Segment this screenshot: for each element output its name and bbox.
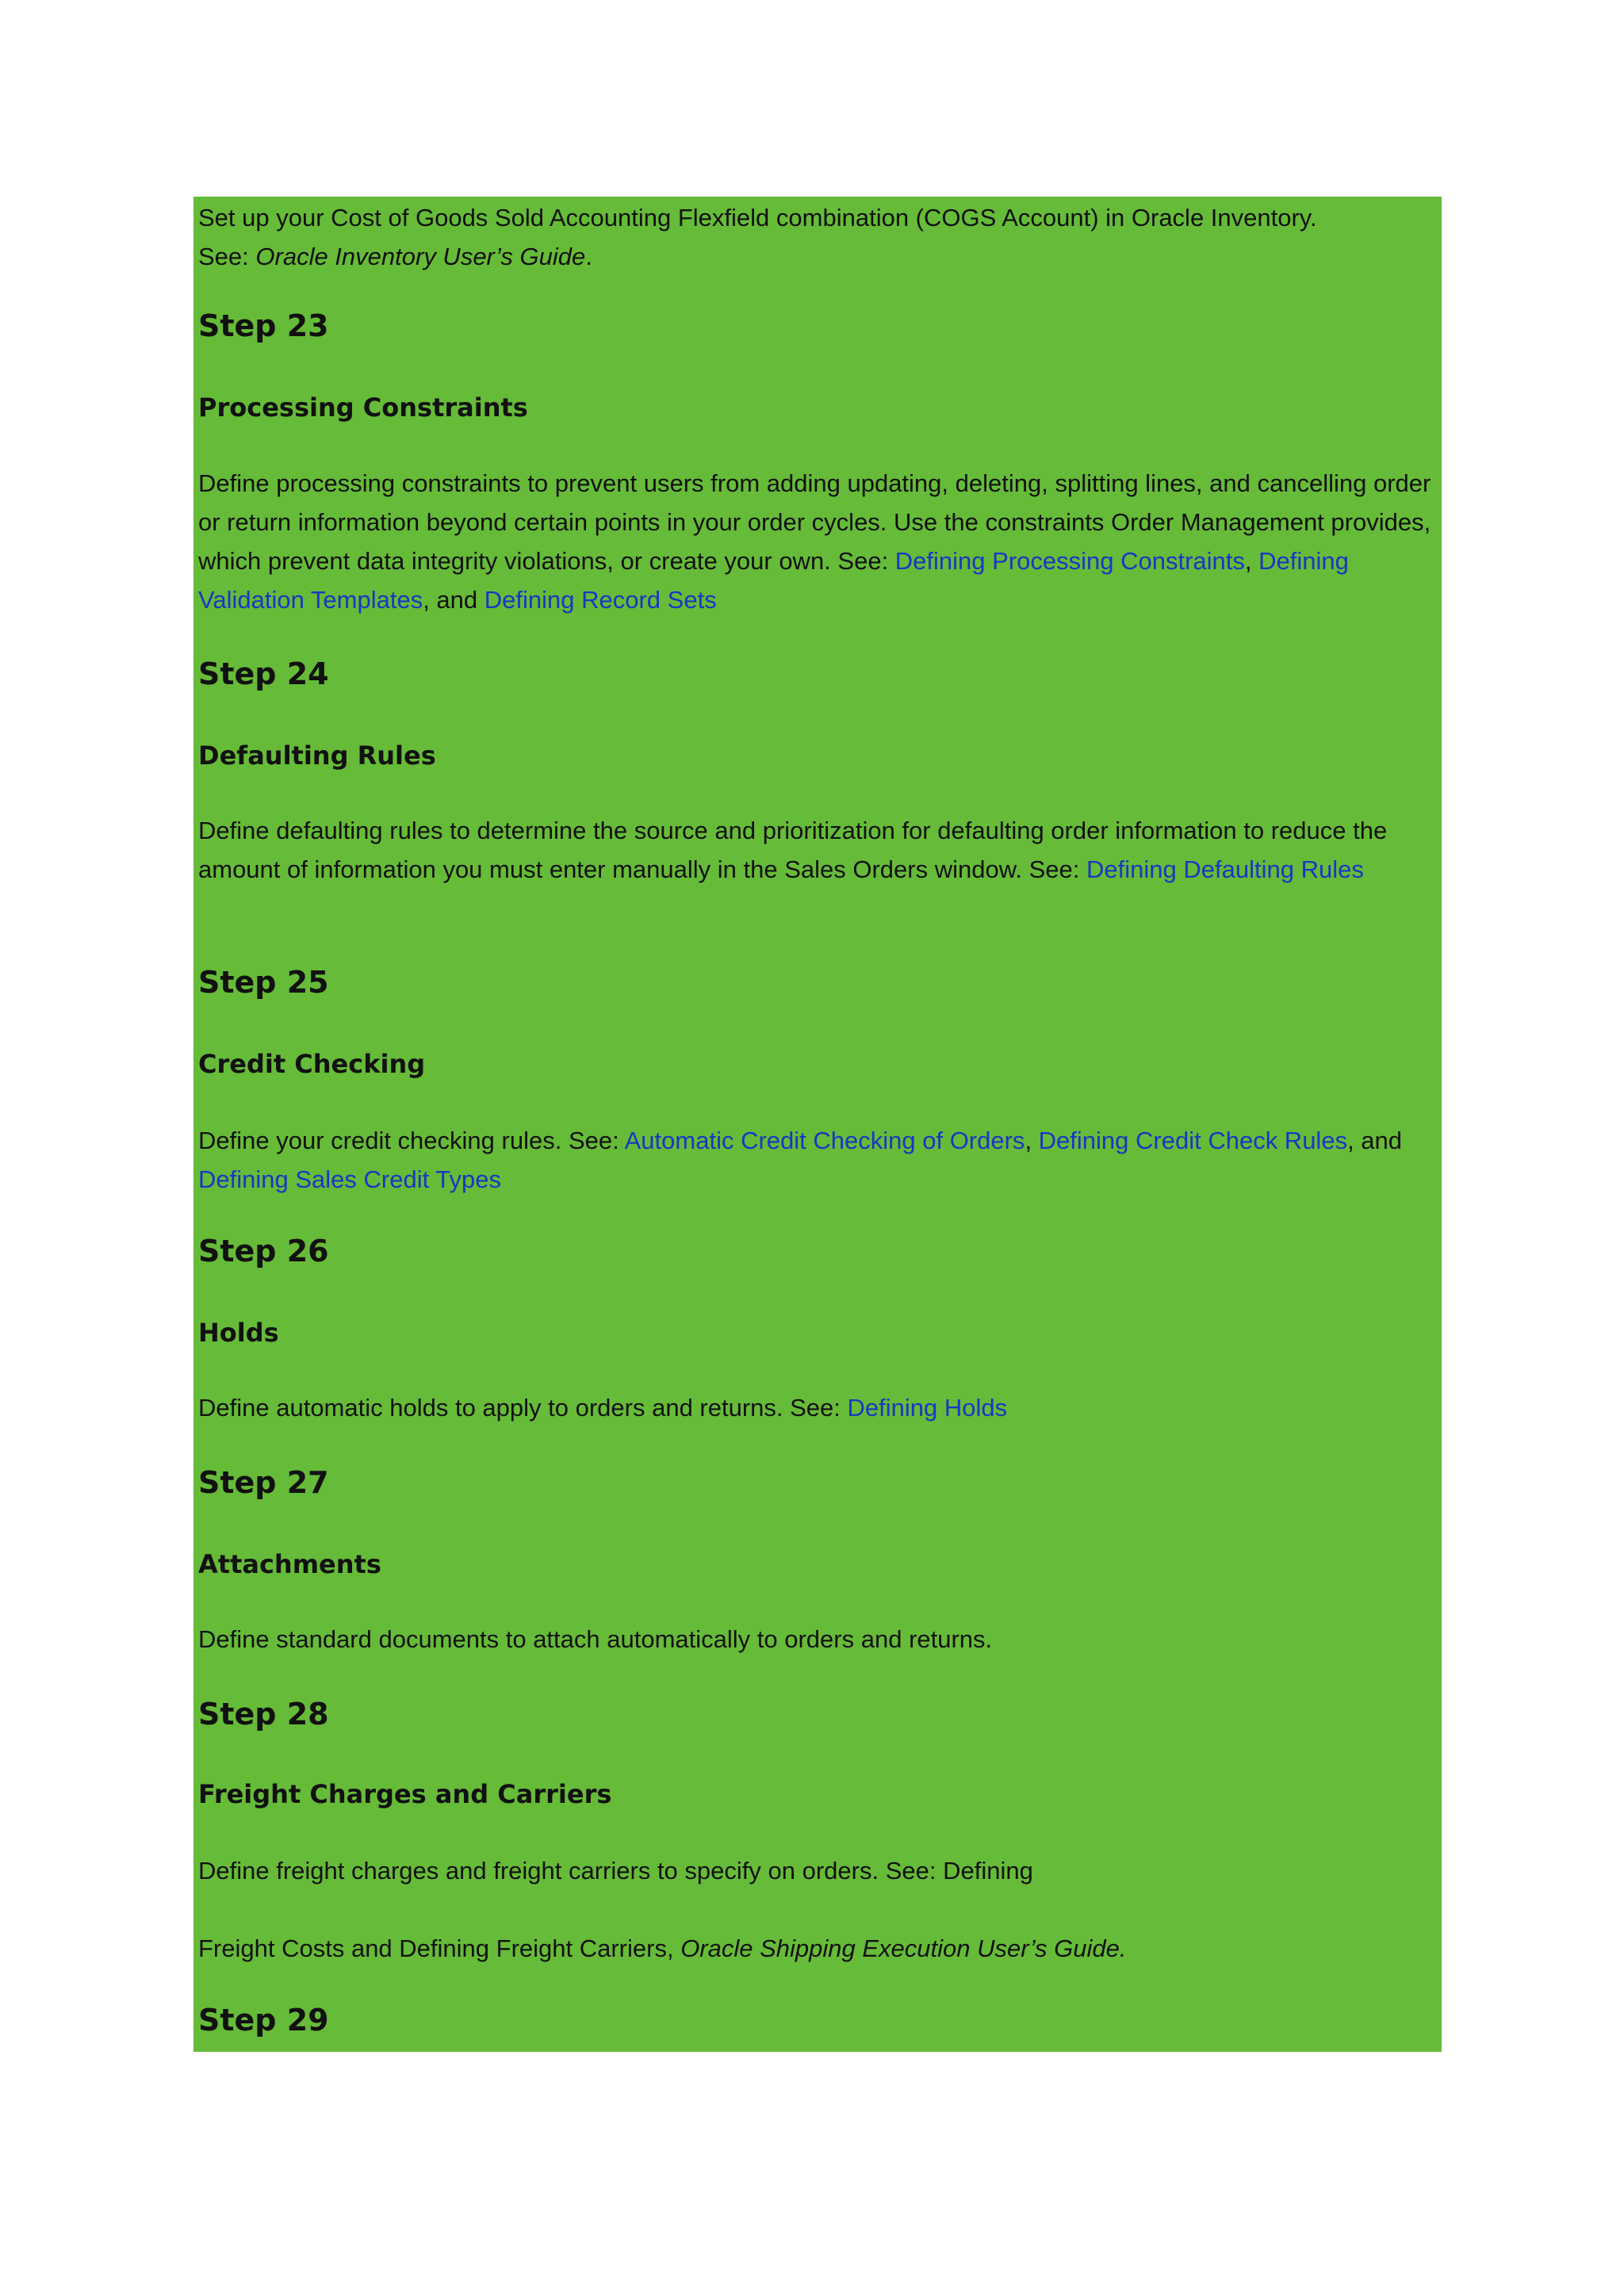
step-28-title: Step 28 <box>198 1697 329 1732</box>
step-28-text-1: Define freight charges and freight carriers to specify on orders. See: Defining <box>198 1857 1033 1885</box>
intro-line: Set up your Cost of Goods Sold Accounting Flexfield combination (COGS Account) in Oracle Inventory. <box>198 204 1317 232</box>
step-25-text: Define your credit checking rules. See: <box>198 1127 625 1154</box>
defining-sales-credit-types-link[interactable]: Defining Sales Credit Types <box>198 1165 501 1193</box>
step-24-subtitle: Defaulting Rules <box>198 740 436 771</box>
defining-processing-constraints-link[interactable]: Defining Processing Constraints <box>894 547 1245 575</box>
step-26-subtitle: Holds <box>198 1318 279 1348</box>
step-24-paragraph <box>198 811 1440 889</box>
step-27-text: Define standard documents to attach automatically to orders and returns. <box>198 1625 993 1653</box>
defining-credit-check-rules-link[interactable]: Defining Credit Check Rules <box>1038 1127 1348 1154</box>
defining-defaulting-rules-link[interactable]: Defining Defaulting Rules <box>1086 855 1364 883</box>
step-23-subtitle: Processing Constraints <box>198 392 528 423</box>
step-27-paragraph <box>198 1620 1440 1659</box>
step-28-subtitle: Freight Charges and Carriers <box>198 1779 612 1809</box>
step-28-paragraph-2 <box>198 1929 1440 1968</box>
step-23-separator-1: , <box>1244 547 1259 575</box>
step-26-title: Step 26 <box>198 1234 329 1269</box>
step-28-reference: Oracle Shipping Execution User’s Guide. <box>680 1934 1127 1962</box>
step-23-separator-2: , and <box>423 586 485 614</box>
step-29-title: Step 29 <box>198 2003 329 2038</box>
step-26-text: Define automatic holds to apply to orders and returns. See: <box>198 1394 848 1422</box>
defining-validation-templates-link[interactable]: Defining Validation Templates <box>198 547 1349 614</box>
step-24-text: Define defaulting rules to determine the source and prioritization for defaulting order information to reduce the amount of information you must enter manually in the Sales Orders window. See: <box>198 817 1388 883</box>
step-23-paragraph <box>198 464 1440 619</box>
step-27-subtitle: Attachments <box>198 1549 381 1579</box>
step-27-title: Step 27 <box>198 1465 329 1500</box>
step-28-paragraph-1 <box>198 1851 1440 1890</box>
step-28-text-2: Freight Costs and Defining Freight Carriers, <box>198 1934 681 1962</box>
step-25-separator-1: , <box>1025 1127 1039 1154</box>
step-23-text: Define processing constraints to prevent users from adding updating, deleting, splitting lines, and cancelling order or return information beyond certain points in your order cycles. Use the constraints Order Management provides, which prevent data integrity violations, or create your own. See: <box>198 469 1431 575</box>
defining-record-sets-link[interactable]: Defining Record Sets <box>484 586 717 614</box>
intro-see-prefix: See: <box>198 243 256 270</box>
step-25-paragraph <box>198 1121 1440 1199</box>
step-23-title: Step 23 <box>198 308 329 343</box>
intro-see-suffix: . <box>585 243 592 270</box>
automatic-credit-checking-link[interactable]: Automatic Credit Checking of Orders <box>624 1127 1025 1154</box>
step-25-subtitle: Credit Checking <box>198 1049 426 1079</box>
defining-holds-link[interactable]: Defining Holds <box>847 1394 1008 1422</box>
intro-see-ref: Oracle Inventory User’s Guide <box>255 243 586 270</box>
step-25-separator-2: , and <box>1347 1127 1403 1154</box>
document-panel <box>193 197 1442 2052</box>
intro-paragraph <box>198 198 1440 276</box>
step-26-paragraph <box>198 1388 1440 1427</box>
step-25-title: Step 25 <box>198 965 329 1000</box>
step-24-title: Step 24 <box>198 656 329 691</box>
